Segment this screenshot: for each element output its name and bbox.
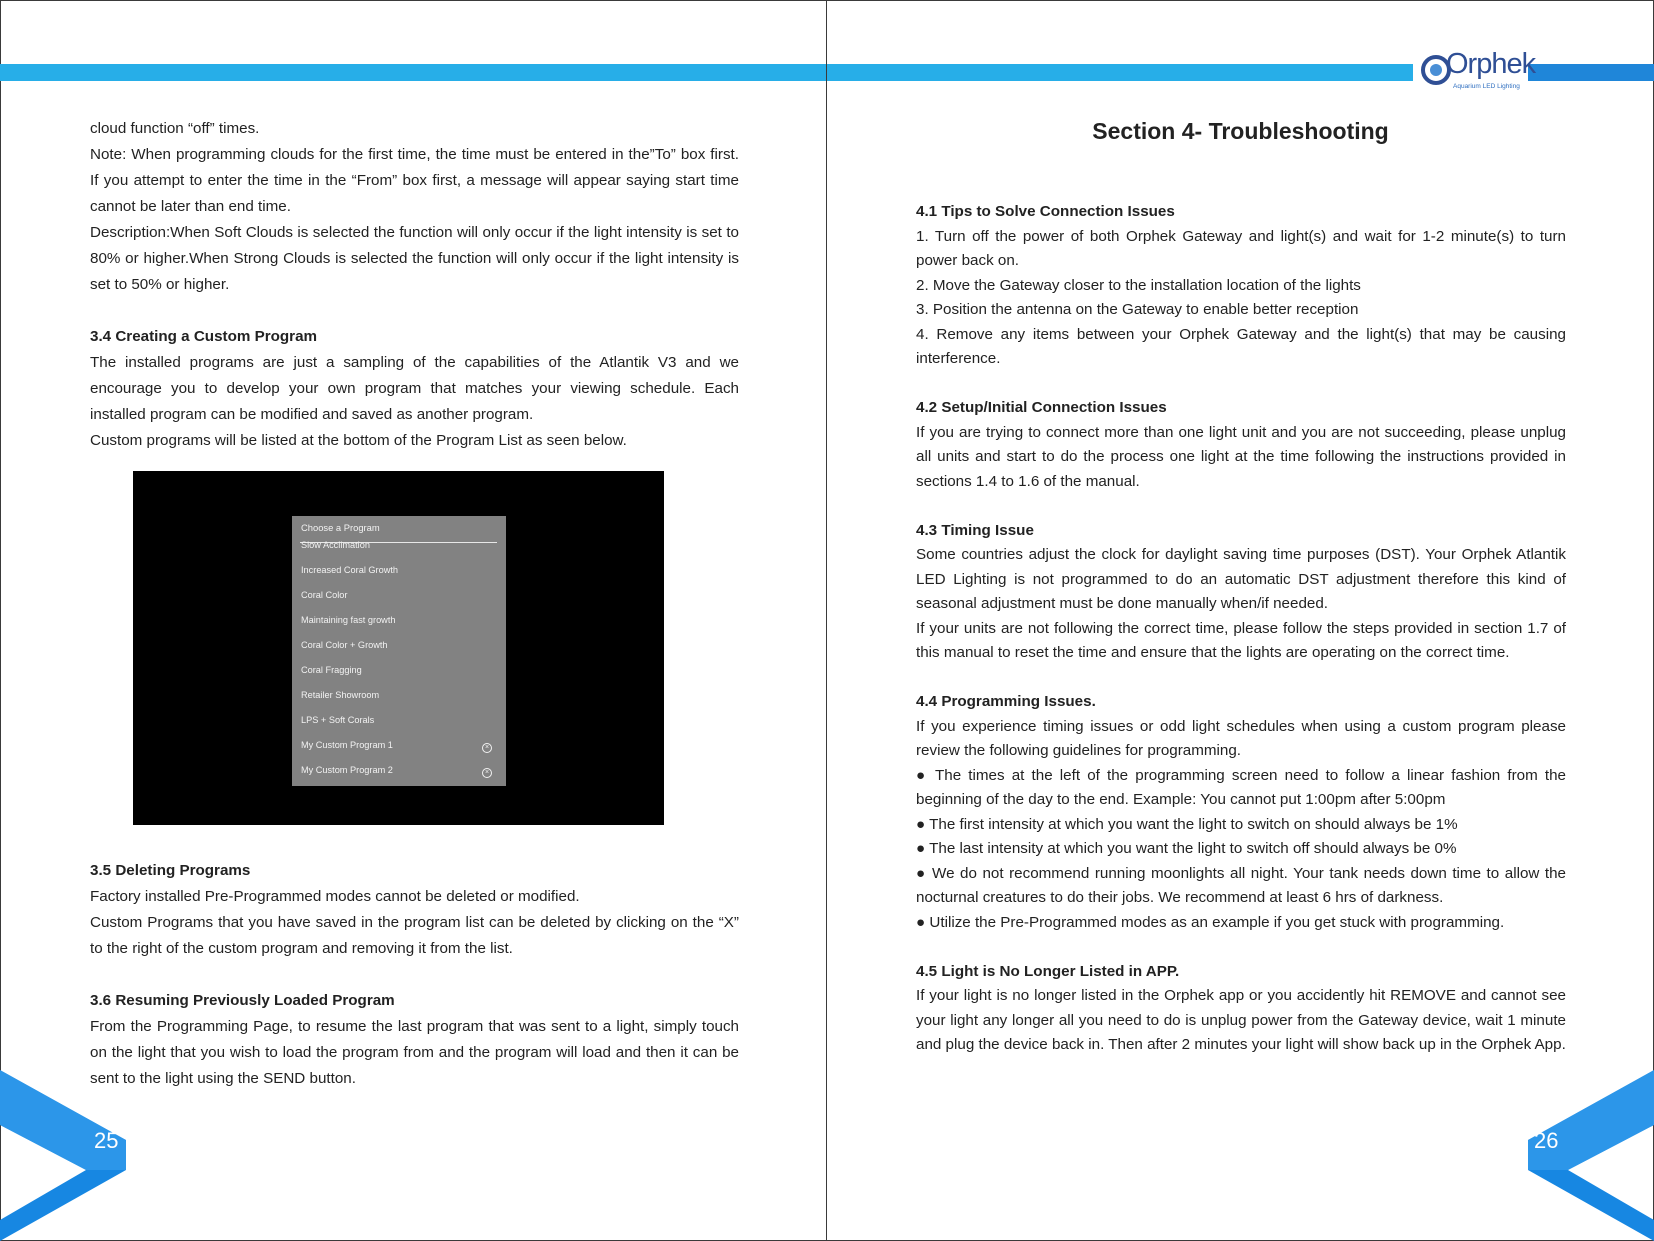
tip-line: 3. Position the antenna on the Gateway to enable better reception — [916, 301, 1359, 318]
intro-line: cloud function “off” times. — [90, 120, 260, 137]
section-heading-4-3: 4.3 Timing Issue — [916, 521, 1034, 539]
page-number-left: 25 — [94, 1128, 119, 1153]
section-heading-4-4: 4.4 Programming Issues. — [916, 693, 1096, 710]
program-menu — [292, 516, 506, 786]
left-page-text — [90, 116, 739, 454]
section-3-6-paragraph: From the Programming Page, to resume the last program that was sent to a light, simply touch on the light that you wish to load the program from and the program will load and then it can be sent to the light using the SEND button. — [90, 1018, 739, 1087]
section-3-4-paragraph: The installed programs are just a sampling of the capabilities of the Atlantik V3 and we encourage you to develop your own program that matches your viewing schedule. Each installed program can be modified and saved as another program. — [90, 354, 739, 423]
right-corner-chevron — [1524, 1070, 1654, 1241]
guideline-bullet: ● The last intensity at which you want the light to switch off should always be 0% — [916, 840, 1457, 857]
menu-item: Retailer Showroom — [301, 690, 380, 700]
section-3-5-paragraph: Factory installed Pre-Programmed modes cannot be deleted or modified. — [90, 888, 580, 905]
section-3-4-paragraph: Custom programs will be listed at the bottom of the Program List as seen below. — [90, 432, 627, 449]
spine-divider — [826, 0, 827, 1241]
section-heading-4-2: 4.2 Setup/Initial Connection Issues — [916, 399, 1167, 416]
menu-item: LPS + Soft Corals — [301, 715, 375, 725]
section-heading-4-1: 4.1 Tips to Solve Connection Issues — [916, 203, 1175, 220]
guideline-bullet: ● The times at the left of the programming screen need to follow a linear fashion from the beginning of the day to the end. Example: You cannot put 1:00pm after 5:00pm — [916, 766, 1566, 808]
guideline-bullet: ● We do not recommend running moonlights all night. Your tank needs down time to allow the nocturnal creatures to do their jobs. We recommend at least 6 hrs of darkness. — [916, 864, 1566, 906]
page-number-right: 26 — [1534, 1128, 1559, 1153]
menu-item: Increased Coral Growth — [301, 565, 399, 575]
menu-item-custom-1: My Custom Program 1 — [301, 740, 393, 750]
section-4-5-paragraph: If your light is no longer listed in the Orphek app or you accidently hit REMOVE and cannot see your light any longer all you need to do is unplug power from the Gateway device, wait 1 minute and plug the device back in. Then after 2 minutes your light will show back up in the Orphek App. — [916, 987, 1566, 1053]
x-circle-icon: × — [482, 743, 492, 753]
section-title: Section 4- Troubleshooting — [1092, 118, 1389, 144]
section-heading-3-6: 3.6 Resuming Previously Loaded Program — [90, 992, 395, 1009]
menu-item: Coral Fragging — [301, 665, 362, 675]
menu-title: Choose a Program — [301, 522, 380, 533]
section-4-3-paragraph: If your units are not following the correct time, please follow the steps provided in section 1.7 of this manual to reset the time and ensure that the lights are operating on the correct time. — [916, 619, 1566, 661]
section-4-2-paragraph: If you are trying to connect more than one light unit and you are not succeeding, please unplug all units and start to do the process one light at the time following the instructions provided in sections 1.4 to 1.6 of the manual. — [916, 423, 1566, 490]
tip-line: 4. Remove any items between your Orphek Gateway and the light(s) that may be causing interference. — [916, 325, 1566, 367]
logo-wordmark: Orphek — [1446, 48, 1536, 80]
program-list-screenshot — [133, 471, 664, 825]
section-heading-3-5: 3.5 Deleting Programs — [90, 862, 251, 879]
left-page-text-lower — [90, 858, 739, 1092]
section-heading-3-4: 3.4 Creating a Custom Program — [90, 328, 318, 345]
header-bar-right — [827, 64, 1413, 81]
intro-note: Note: When programming clouds for the first time, the time must be entered in the”To” box first. If you attempt to enter the time in the “From” box first, a message will appear saying start time cannot be later than end time. — [90, 146, 739, 215]
menu-item: Maintaining fast growth — [301, 615, 396, 625]
section-3-5-paragraph: Custom Programs that you have saved in the program list can be deleted by clicking on the “X” to the right of the custom program and removing it from the list. — [90, 914, 739, 957]
tip-line: 1. Turn off the power of both Orphek Gateway and light(s) and wait for 1-2 minute(s) to turn power back on. — [916, 227, 1566, 269]
x-circle-icon: × — [482, 768, 492, 778]
logo-tagline: Aquarium LED Lighting — [1453, 83, 1520, 90]
section-4-3-paragraph: Some countries adjust the clock for daylight saving time purposes (DST). Your Orphek Atlantik LED Lighting is not programmed to do an automatic DST adjustment therefore this kind of seasonal adjustment must be done manually when/if needed. — [916, 546, 1566, 612]
right-page-text — [916, 200, 1566, 1058]
guideline-bullet: ● Utilize the Pre-Programmed modes as an example if you get stuck with programming. — [916, 913, 1505, 931]
menu-item-custom-2: My Custom Program 2 — [301, 765, 393, 775]
orphek-logo — [1418, 48, 1536, 94]
section-heading-4-5: 4.5 Light is No Longer Listed in APP. — [916, 962, 1180, 980]
tip-line: 2. Move the Gateway closer to the installation location of the lights — [916, 276, 1361, 294]
menu-item: Coral Color — [301, 590, 348, 600]
left-corner-chevron — [0, 1070, 130, 1241]
guideline-bullet: ● The first intensity at which you want the light to switch on should always be 1% — [916, 815, 1458, 833]
menu-item: Slow Acclimation — [301, 540, 370, 550]
header-bar-left — [0, 64, 826, 81]
menu-item: Coral Color + Growth — [301, 640, 388, 650]
section-4-4-paragraph: If you experience timing issues or odd light schedules when using a custom program please review the following guidelines for programming. — [916, 717, 1566, 759]
header-bar-right-end — [1528, 64, 1654, 81]
intro-description: Description:When Soft Clouds is selected the function will only occur if the light intensity is set to 80% or higher.When Strong Clouds is selected the function will only occur if the light intensity is set to 50% or higher. — [90, 224, 739, 293]
